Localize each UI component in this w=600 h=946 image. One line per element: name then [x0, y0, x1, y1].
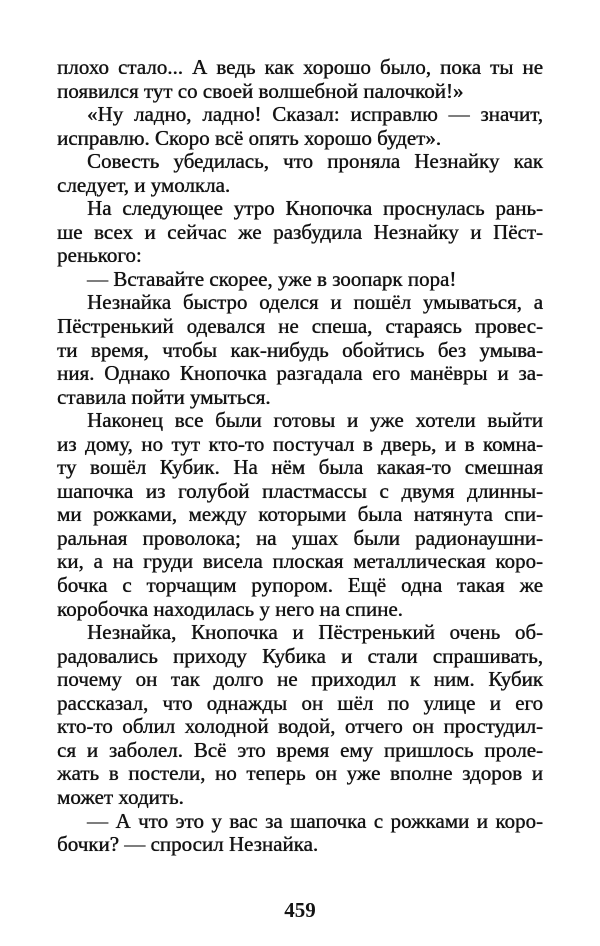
text-line: из дому, но тут кто-то постучал в дверь, и в комна- [57, 431, 543, 456]
text-line: жать в постели, но теперь он уже вполне здоров и [57, 761, 543, 786]
text-line: Наконец все были готовы и уже хотели выйти [87, 408, 543, 433]
text-line: ставила пойти умыться. [57, 384, 271, 409]
text-line: радовались приходу Кубика и стали спрашивать, [57, 643, 543, 668]
text-line: ся и заболел. Всё это время ему пришлось проле- [57, 737, 543, 762]
text-line: ше всех и сейчас же разбудила Незнайку и Пёст- [57, 219, 543, 244]
text-line: следует, и умолкла. [57, 172, 231, 197]
text-line: ки, а на груди висела плоская металлическая коро- [57, 549, 543, 574]
text-line: На следующее утро Кнопочка проснулась рань- [87, 196, 543, 221]
text-line: кто-то облил холодной водой, отчего он простудил- [57, 714, 543, 739]
text-line: бочки? — спросил Незнайка. [57, 832, 319, 857]
text-line: Незнайка быстро оделся и пошёл умываться, а [87, 290, 543, 315]
text-line: шапочка из голубой пластмассы с двумя длинны- [57, 478, 543, 503]
text-line: рассказал, что однажды он шёл по улице и его [57, 690, 543, 715]
text-line: бочка с торчащим рупором. Ещё одна такая же [57, 573, 543, 598]
text-line: ти время, чтобы как-нибудь обойтись без умыва- [57, 337, 543, 362]
book-page-text [57, 56, 543, 857]
text-line: — А что это у вас за шапочка с рожками и коро- [87, 808, 543, 833]
text-line: может ходить. [57, 784, 184, 809]
text-line: коробочка находилась у него на спине. [57, 596, 403, 621]
text-line: ренького: [57, 243, 142, 268]
text-line: плохо стало... А ведь как хорошо было, пока ты не [57, 55, 543, 79]
text-line: Пёстренький одевался не спеша, стараясь провес- [57, 314, 543, 339]
text-line: Совесть убедилась, что проняла Незнайку как [87, 149, 543, 174]
text-line: ния. Однако Кнопочка разгадала его манёвры и за- [57, 361, 543, 386]
page-number: 459 [284, 898, 316, 922]
text-line: ми рожками, между которыми была натянута спи- [57, 502, 543, 527]
text-line: — Вставайте скорее, уже в зоопарк пора! [87, 266, 457, 291]
text-line: Незнайка, Кнопочка и Пёстренький очень об- [87, 620, 543, 645]
text-line: исправлю. Скоро всё опять хорошо будет». [57, 125, 442, 150]
text-line: появился тут со своей волшебной палочкой!» [57, 78, 464, 103]
text-line: почему он так долго не приходил к ним. Кубик [57, 667, 543, 692]
text-line: ральная проволока; на ушах были радионаушни- [57, 525, 543, 550]
text-line: «Ну ладно, ладно! Сказал: исправлю — значит, [87, 102, 543, 127]
text-line: ту вошёл Кубик. На нём была какая-то смешная [57, 455, 543, 480]
